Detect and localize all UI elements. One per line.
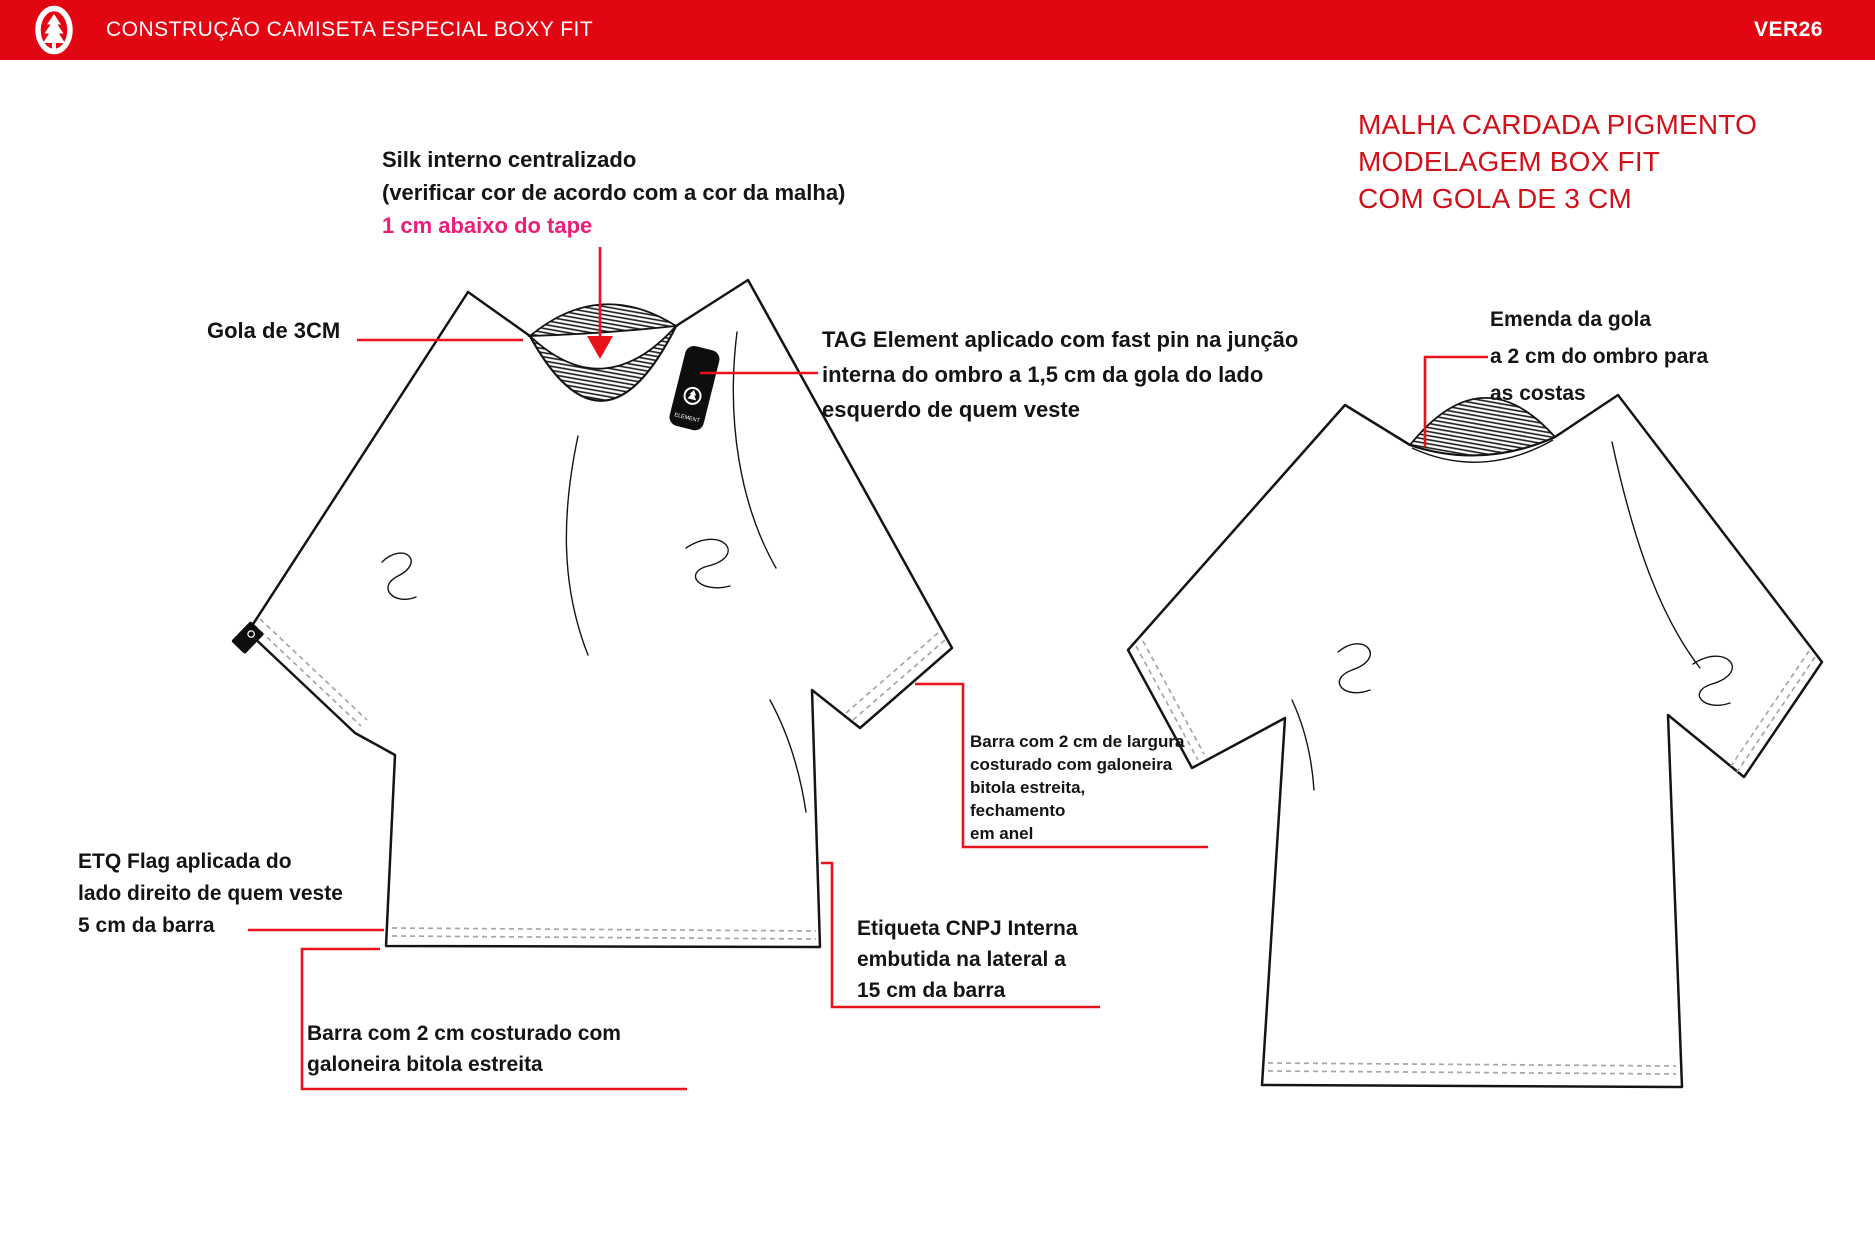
annotation-line: ETQ Flag aplicada do <box>78 850 292 873</box>
annotation-silk <box>382 143 845 242</box>
spec-heading-line: MODELAGEM BOX FIT <box>1358 146 1661 177</box>
annotation-highlight: 1 cm abaixo do tape <box>382 213 593 238</box>
annotation-line: em anel <box>970 824 1034 843</box>
annotation-gola <box>207 318 340 344</box>
annotation-line: Barra com 2 cm de largura <box>970 732 1185 751</box>
annotation-barra-largura <box>970 730 1184 845</box>
annotation-line: as costas <box>1490 382 1586 405</box>
annotation-barra-costurado <box>307 1018 621 1080</box>
spec-heading <box>1358 106 1757 217</box>
annotation-line: 15 cm da barra <box>857 979 1006 1002</box>
annotation-line: 5 cm da barra <box>78 914 215 937</box>
collar-back-band <box>530 304 676 336</box>
annotation-line: a 2 cm do ombro para <box>1490 345 1709 368</box>
annotation-etiqueta-cnpj <box>857 913 1078 1006</box>
spec-heading-line: COM GOLA DE 3 CM <box>1358 183 1632 214</box>
back-shirt <box>1128 395 1822 1087</box>
spec-heading-line: MALHA CARDADA PIGMENTO <box>1358 109 1758 140</box>
annotation-line: Barra com 2 cm costurado com <box>307 1022 621 1045</box>
hang-tag-text: ELEMENT <box>673 412 701 425</box>
annotation-line: esquerdo de quem veste <box>822 397 1080 422</box>
annotation-line: costurado com galoneira <box>970 755 1173 774</box>
silk-arrowhead <box>587 336 613 359</box>
annotation-line: Etiqueta CNPJ Interna <box>857 917 1078 940</box>
annotation-line: interna do ombro a 1,5 cm da gola do lado <box>822 362 1264 387</box>
annotation-emenda <box>1490 301 1708 412</box>
back-body-outline <box>1128 395 1822 1087</box>
annotation-line: lado direito de quem veste <box>78 882 343 905</box>
annotation-etq-flag <box>78 846 343 942</box>
version-badge: VER26 <box>1753 18 1823 41</box>
annotation-line: Emenda da gola <box>1490 308 1652 331</box>
page-title: CONSTRUÇÃO CAMISETA ESPECIAL BOXY FIT <box>106 18 594 41</box>
annotation-tag <box>822 322 1298 427</box>
annotation-line: fechamento <box>970 801 1066 820</box>
annotation-line: galoneira bitola estreita <box>307 1053 543 1076</box>
annotation-line: embutida na lateral a <box>857 948 1066 971</box>
annotation-line: bitola estreita, <box>970 778 1086 797</box>
annotation-line: (verificar cor de acordo com a cor da malha) <box>382 180 846 205</box>
annotation-line: Silk interno centralizado <box>382 147 637 172</box>
annotation-line: Gola de 3CM <box>207 318 341 343</box>
annotation-line: TAG Element aplicado com fast pin na junção <box>822 327 1299 352</box>
